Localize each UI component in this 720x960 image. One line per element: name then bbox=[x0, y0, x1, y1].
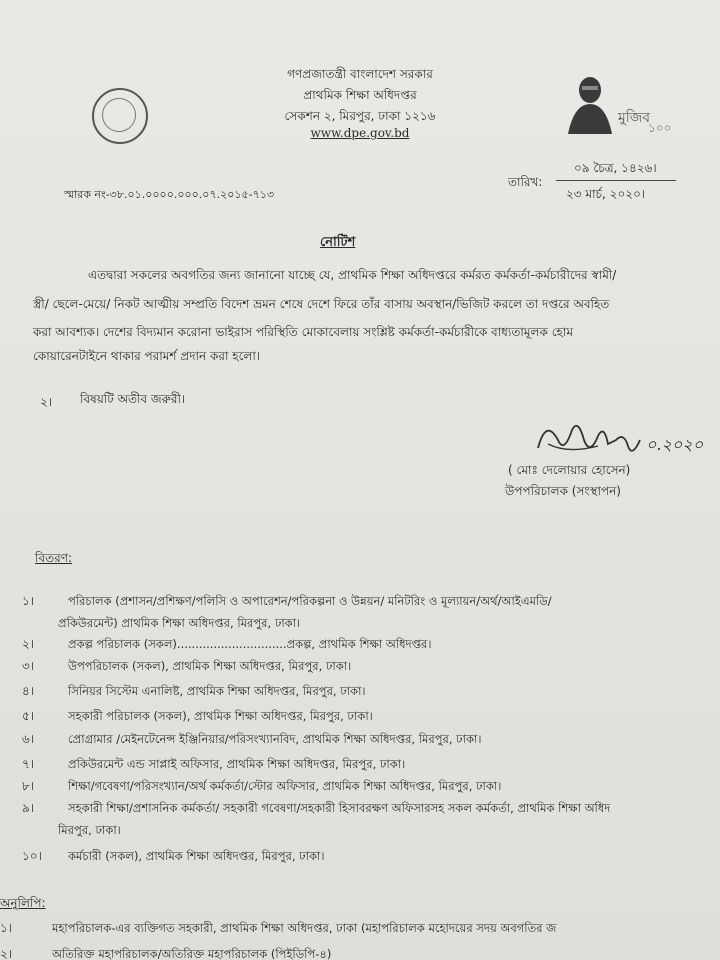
date-bangla: ০৯ চৈত্র, ১৪২৬। bbox=[574, 161, 657, 175]
website-link[interactable]: www.dpe.gov.bd bbox=[310, 126, 410, 140]
distribution-item-text: উপপরিচালক (সকল), প্রাথমিক শিক্ষা অধিদপ্তর, মিরপুর, ঢাকা। bbox=[68, 659, 352, 673]
svg-text:১০০: ১০০ bbox=[648, 121, 672, 135]
date-divider bbox=[556, 180, 676, 181]
distribution-item-text: মিরপুর, ঢাকা। bbox=[58, 823, 121, 837]
distribution-item-text: সহকারী পরিচালক (সকল), প্রাথমিক শিক্ষা অধিদপ্তর, মিরপুর, ঢাকা। bbox=[68, 709, 373, 723]
signatory-name: ( মোঃ দেলোয়ার হোসেন) bbox=[508, 463, 631, 477]
distribution-item-text: প্রকল্প পরিচালক (সকল)..............................প্রকল্প, প্রাথমিক শিক্ষা অধিদপ্তর। bbox=[68, 637, 432, 651]
mujib-logo-icon bbox=[560, 68, 672, 136]
distribution-item-number: ৪। bbox=[22, 684, 35, 698]
distribution-item-number: ৭। bbox=[22, 757, 35, 771]
distribution-item-text: সিনিয়র সিস্টেম এনালিষ্ট, প্রাথমিক শিক্ষা অধিদপ্তর, মিরপুর, ঢাকা। bbox=[68, 684, 366, 698]
copy-item-number: ২। bbox=[0, 947, 13, 960]
distribution-item-text: প্রকিউরমেন্ট) প্রাথমিক শিক্ষা অধিদপ্তর, মিরপুর, ঢাকা। bbox=[58, 616, 301, 630]
distribution-heading: বিতরণ: bbox=[35, 551, 73, 565]
header-line-1: গণপ্রজাতন্ত্রী বাংলাদেশ সরকার bbox=[287, 67, 433, 81]
distribution-item-text: সহকারী শিক্ষা/প্রশাসনিক কর্মকর্তা/ সহকারী গবেষণা/সহকারী হিসাবরক্ষণ অফিসারসহ সকল কর্মকর্তা, প্রাথমিক শিক্ষা অধিদ bbox=[68, 801, 611, 815]
distribution-item-text: শিক্ষা/গবেষণা/পরিসংখ্যান/অর্থ কর্মকর্তা/স্টোর অফিসার, প্রাথমিক শিক্ষা অধিদপ্তর, মিরপুর, ঢাকা। bbox=[68, 779, 502, 793]
copy-heading: অনুলিপি: bbox=[0, 896, 46, 910]
point-2-text: বিষয়টি অতীব জরুরী। bbox=[80, 392, 186, 406]
signature-scrawl bbox=[528, 410, 718, 470]
notice-title: নোটিশ bbox=[320, 235, 356, 250]
government-seal bbox=[92, 88, 148, 144]
copy-item-number: ১। bbox=[0, 921, 13, 935]
notice-line-4: কোয়ারেনটাইনে থাকার পরামর্শ প্রদান করা হলো। bbox=[33, 349, 261, 363]
distribution-item-text: কর্মচারী (সকল), প্রাথমিক শিক্ষা অধিদপ্তর, মিরপুর, ঢাকা। bbox=[68, 849, 325, 863]
distribution-item-number: ৩। bbox=[22, 659, 35, 673]
signature-date: ০.২০২০ bbox=[646, 435, 704, 454]
date-english: ২৩ মার্চ, ২০২০। bbox=[566, 187, 646, 201]
memo-number: স্মারক নং-৩৮.০১.০০০০.০০০.০৭.২০১৫-৭১৩ bbox=[64, 188, 275, 201]
notice-line-3: করা আবশ্যক। দেশের বিদ্যমান করোনা ভাইরাস পরিস্থিতি মোকাবেলায় সংশ্লিষ্ট কর্মকর্তা-কর্মচারীকে বাধ্যতামূলক হোম bbox=[33, 325, 574, 339]
distribution-item-text: পরিচালক (প্রশাসন/প্রশিক্ষণ/পলিসি ও অপারেশন/পরিকল্পনা ও উন্নয়ন/ মনিটরিং ও মূল্যায়ন/অর্থ/আইএমডি/ bbox=[68, 594, 552, 608]
header-line-2: প্রাথমিক শিক্ষা অধিদপ্তর bbox=[303, 88, 417, 102]
distribution-item-number: ৬। bbox=[22, 732, 35, 746]
distribution-item-number: ৮। bbox=[22, 779, 35, 793]
point-2-number: ২। bbox=[40, 395, 53, 409]
distribution-item-number: ৯। bbox=[22, 801, 35, 815]
distribution-item-number: ১০। bbox=[22, 849, 42, 863]
distribution-item-number: ২। bbox=[22, 637, 35, 651]
copy-item-text: অতিরিক্ত মহাপরিচালক/অতিরিক্ত মহাপরিচালক (পিইডিপি-৪) bbox=[52, 947, 332, 960]
notice-line-1: এতদ্বারা সকলের অবগতির জন্য জানানো যাচ্ছে যে, প্রাথমিক শিক্ষা অধিদপ্তরে কর্মরত কর্মকর্তা-কর্মচারীদের স্বামী/ bbox=[88, 268, 617, 282]
distribution-item-text: প্রকিউরমেন্ট এন্ড সাপ্লাই অফিসার, প্রাথমিক শিক্ষা অধিদপ্তর, মিরপুর, ঢাকা। bbox=[68, 757, 406, 771]
notice-line-2: স্ত্রী/ ছেলে-মেয়ে/ নিকট আত্মীয় সম্প্রতি বিদেশ ভ্রমন শেষে দেশে ফিরে তাঁর বাসায় অবস্থান/ভিজিট করলে তা দপ্তরে অবহিত bbox=[33, 297, 610, 311]
distribution-item-text: প্রোগ্রামার /মেইনটেনেন্স ইঞ্জিনিয়ার/পরিসংখ্যানবিদ, প্রাথমিক শিক্ষা অধিদপ্তর, মিরপুর, ঢাকা। bbox=[68, 732, 482, 746]
copy-item-text: মহাপরিচালক-এর ব্যক্তিগত সহকারী, প্রাথমিক শিক্ষা অধিদপ্তর, ঢাকা (মহাপরিচালক মহোদয়ের সদয় অবগতির জ bbox=[52, 921, 557, 935]
distribution-item-number: ৫। bbox=[22, 709, 35, 723]
logo-text: মুজিব bbox=[618, 110, 651, 126]
date-label: তারিখ: bbox=[508, 175, 543, 189]
header-line-3: সেকশন ২, মিরপুর, ঢাকা ১২১৬ bbox=[284, 109, 436, 123]
signatory-designation: উপপরিচালক (সংস্থাপন) bbox=[505, 484, 621, 498]
distribution-item-number: ১। bbox=[22, 594, 35, 608]
